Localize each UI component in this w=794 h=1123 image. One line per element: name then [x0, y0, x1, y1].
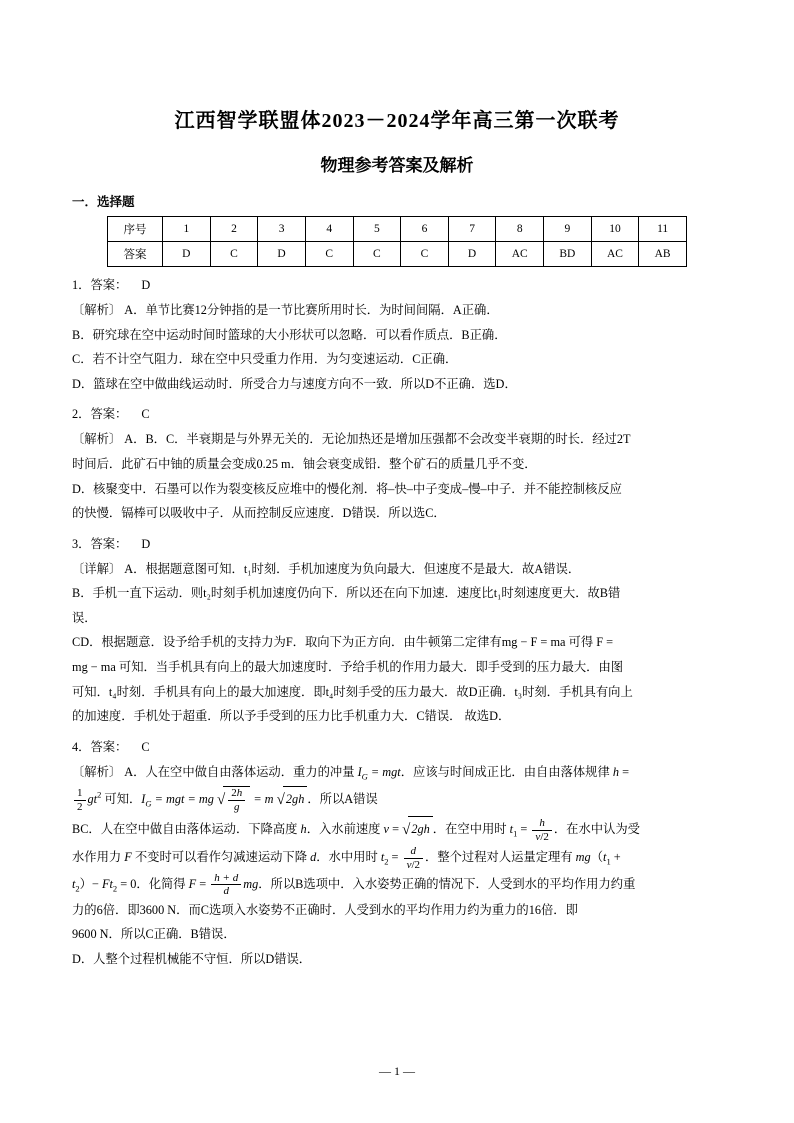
answer-key-table: [107, 216, 687, 267]
question-4-line-2: $\frac{1}{2}$ $gt^2$ 可知．$I_G$ = mgt = mg √ $\frac{2h}{g}$ = m √2gh ．所以A错误: [72, 785, 722, 815]
cell-number-7: 7: [448, 217, 496, 242]
question-4-line-3: BC．人在空中做自由落体运动．下降高度 h．入水前速度 v = √2gh ．在空中用时 $t_1$ = $\frac{h}{v/2}$ ．在水中认为受: [72, 817, 640, 843]
cell-number-11: 11: [639, 217, 687, 242]
question-1-answer: D: [141, 278, 151, 292]
question-1-line-2: B．研究球在空中运动时间时篮球的大小形状可以忽略．可以看作质点．B正确．: [72, 327, 507, 342]
question-1-line-1: 〔解析〕 A．单节比赛12分钟指的是一节比赛所用时长．为时间间隔．A正确．: [72, 302, 499, 317]
table-row: [108, 217, 687, 242]
question-2-line-2: 时间后．此矿石中铀的质量会变成0.25 m．铀会衰变成铅．整个矿石的质量几乎不变．: [72, 456, 537, 471]
cell-number-6: 6: [401, 217, 449, 242]
question-4-number: 4．: [72, 739, 91, 754]
question-2-answer-line: [72, 403, 722, 427]
cell-answer-6: C: [401, 242, 449, 267]
row-label-number: 序号: [108, 217, 163, 242]
question-2-number: 2．: [72, 407, 91, 422]
question-block-3: [72, 533, 722, 729]
cell-answer-3: D: [258, 242, 306, 267]
cell-answer-9: BD: [544, 242, 592, 267]
question-block-4: [72, 736, 722, 972]
question-4-line-5: $t_2)- Ft_2 = 0$．化简得 F = $\frac{h + d}{d}$ mg．所以B选项中．入水姿势正确的情况下．人受到水的平均作用力约重: [72, 871, 636, 898]
cell-answer-5: C: [353, 242, 401, 267]
question-4-line-1: 〔解析〕 A．人在空中做自由落体运动．重力的冲量 $I_G$ = mgt．应该与时间成正比．由自由落体规律 h =: [72, 764, 630, 782]
question-3-answer: D: [141, 536, 151, 551]
question-3-answer-line: [72, 533, 722, 557]
question-4-answer-line: [72, 736, 722, 760]
question-2-answer: C: [141, 407, 150, 422]
question-1-line-3: C．若不计空气阻力．球在空中只受重力作用．为匀变速运动．C正确．: [72, 352, 458, 367]
question-4-answer: C: [141, 739, 150, 754]
cell-number-10: 10: [591, 217, 639, 242]
question-3-line-7: 的加速度．手机处于超重．所以予手受到的压力比手机重力大．C错误． 故选D．: [72, 709, 511, 724]
question-block-1: [72, 274, 722, 396]
question-4-line-7: 9600 N．所以C正确．B错误．: [72, 927, 236, 942]
question-2-line-3: D．核聚变中．石墨可以作为裂变核反应堆中的慢化剂．将‒快‒中子变成‒慢‒中子．并不能控制核反应: [72, 481, 622, 496]
question-4-line-4: 水作用力 F 不变时可以看作匀减速运动下降 d．水中用时 $t_2$ = $\frac{d}{v/2}$ ．整个过程对人运量定理有 $mg(t_1$ +: [72, 845, 621, 871]
question-3-line-3: 误．: [72, 610, 97, 625]
question-1-number: 1．: [72, 278, 91, 292]
cell-number-9: 9: [544, 217, 592, 242]
question-1-line-4: D．篮球在空中做曲线运动时．所受合力与速度方向不一致．所以D不正确．选D．: [72, 376, 517, 391]
question-4-line-8: D．人整个过程机械能不守恒．所以D错误．: [72, 952, 312, 967]
question-3-number: 3．: [72, 536, 91, 551]
question-4-line-6: 力的6倍．即3600 N．而C选项入水姿势不正确时．人受到水的平均作用力约为重力的16倍．即: [72, 902, 578, 917]
page-subtitle: 物理参考答案及解析: [320, 156, 474, 175]
question-block-2: [72, 403, 722, 525]
row-label-answer: 答案: [108, 242, 163, 267]
cell-number-3: 3: [258, 217, 306, 242]
question-3-line-1: 〔详解〕 A．根据题意图可知．t₁时刻．手机加速度为负向最大．但速度不是最大．故A错误．: [72, 561, 581, 576]
question-3-line-6: 可知．t₄时刻．手机具有向上的最大加速度．即t₄时刻手受的压力最大．故D正确．t₃时刻．手机具有向上: [72, 684, 633, 699]
page-number: — 1 —: [379, 1064, 415, 1078]
cell-answer-10: AC: [591, 242, 639, 267]
cell-answer-1: D: [163, 242, 211, 267]
question-3-line-2: B．手机一直下运动．则t₂时刻手机加速度仍向下．所以还在向下加速．速度比t₁时刻速度更大．故B错: [72, 586, 621, 601]
question-1-answer-line: [72, 274, 722, 298]
cell-number-8: 8: [496, 217, 544, 242]
cell-number-4: 4: [305, 217, 353, 242]
question-3-line-4: CD．根据题意．设予给手机的支持力为F．取向下为正方向．由牛顿第二定律有mg − F = ma 可得 F =: [72, 635, 614, 650]
cell-answer-4: C: [305, 242, 353, 267]
cell-answer-7: D: [448, 242, 496, 267]
question-2-answer-label: 答案：: [90, 407, 128, 422]
cell-answer-2: C: [210, 242, 258, 267]
question-4-answer-label: 答案：: [90, 739, 128, 754]
section-title: 一．选择题: [72, 195, 135, 209]
question-3-line-5: mg − ma 可知．当手机具有向上的最大加速度时．予给手机的作用力最大．即手受到的压力最大．由图: [72, 660, 624, 675]
question-3-answer-label: 答案：: [90, 536, 128, 551]
question-1-answer-label: 答案：: [90, 278, 128, 292]
cell-answer-8: AC: [496, 242, 544, 267]
cell-number-1: 1: [163, 217, 211, 242]
question-2-line-1: 〔解析〕 A．B．C．半衰期是与外界无关的．无论加热还是增加压强都不会改变半衰期的时长．经过2T: [72, 432, 631, 447]
question-2-line-4: 的快慢．镉棒可以吸收中子．从而控制反应速度．D错误．所以选C．: [72, 506, 446, 521]
page-title: 江西智学联盟体2023－2024学年高三第一次联考: [174, 110, 620, 132]
table-row: [108, 242, 687, 267]
cell-number-5: 5: [353, 217, 401, 242]
cell-answer-11: AB: [639, 242, 687, 267]
cell-number-2: 2: [210, 217, 258, 242]
